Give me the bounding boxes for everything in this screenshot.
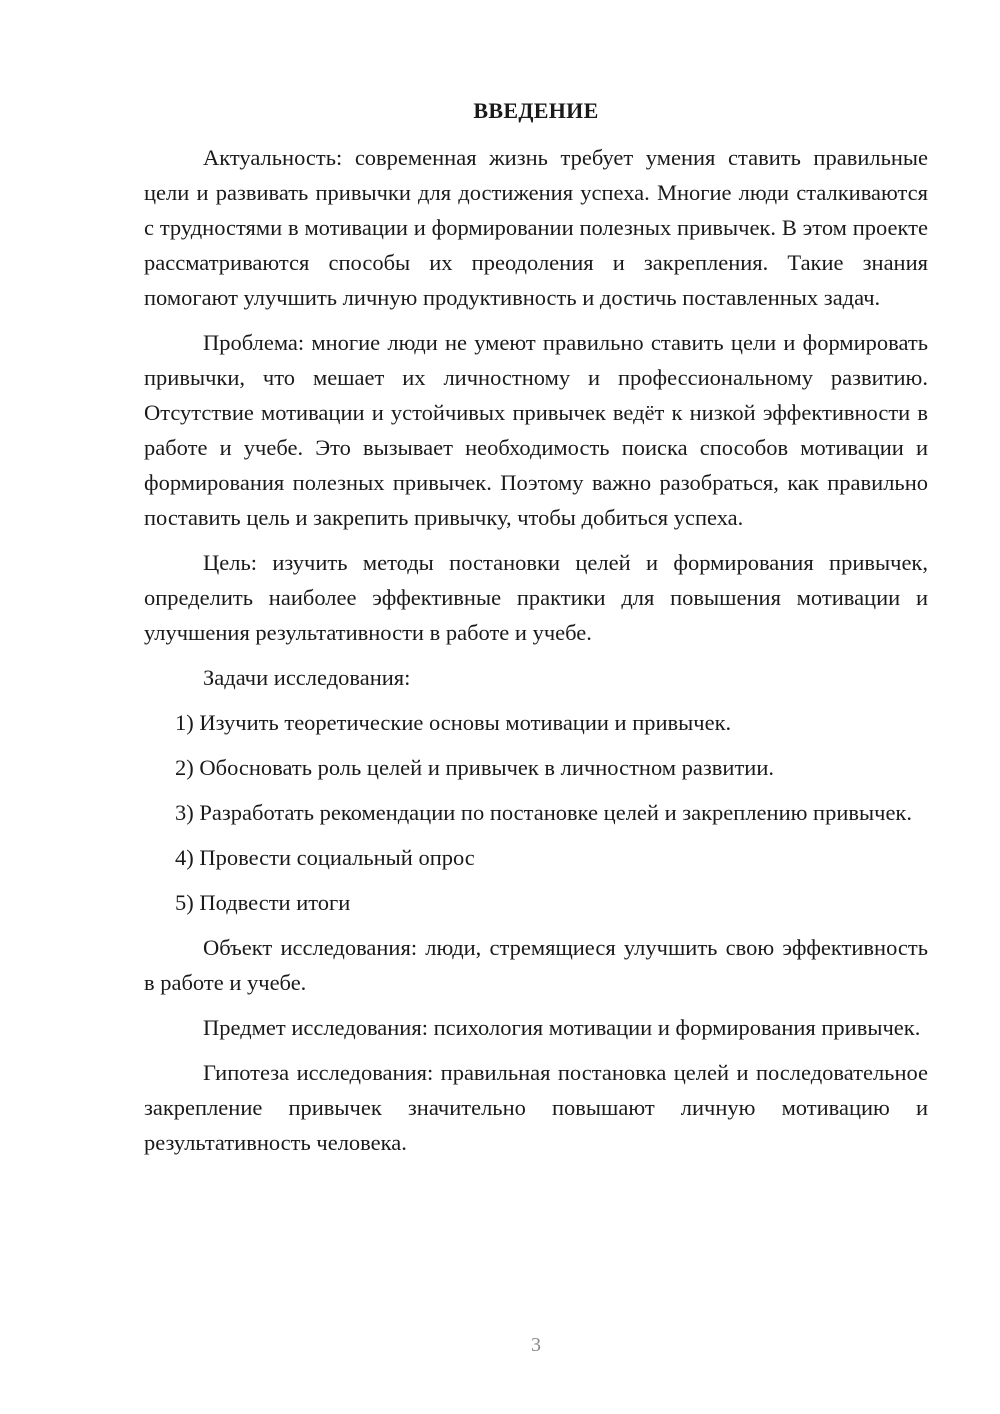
task-item-4: 4) Провести социальный опрос [175,845,475,870]
page-title: ВВЕДЕНИЕ [473,98,599,123]
paragraph-object: Объект исследования: люди, стремящиеся улучшить свою эффективность в работе и учебе. [144,935,928,995]
paragraph-subject: Предмет исследования: психология мотивации и формирования привычек. [203,1015,921,1040]
paragraph-hypothesis: Гипотеза исследования: правильная постановка целей и последовательное закрепление привычек значительно повышают личную мотивацию и результативность человека. [144,1060,928,1155]
document-page [144,96,928,1170]
page-number: 3 [531,1334,541,1356]
task-item-5: 5) Подвести итоги [175,890,351,915]
task-item-2: 2) Обосновать роль целей и привычек в личностном развитии. [175,755,774,780]
paragraph-goal: Цель: изучить методы постановки целей и формирования привычек, определить наиболее эффективные практики для повышения мотивации и улучшения результативности в работе и учебе. [144,550,928,645]
task-item-3: 3) Разработать рекомендации по постановке целей и закреплению привычек. [175,800,912,825]
paragraph-tasks-heading: Задачи исследования: [203,665,411,690]
paragraph-relevance: Актуальность: современная жизнь требует умения ставить правильные цели и развивать привычки для достижения успеха. Многие люди сталкиваются с трудностями в мотивации и формировании полезных привычек. В этом проекте рассматриваются способы их преодоления и закрепления. Такие знания помогают улучшить личную продуктивность и достичь поставленных задач. [144,145,928,310]
task-item-1: 1) Изучить теоретические основы мотивации и привычек. [175,710,732,735]
paragraph-problem: Проблема: многие люди не умеют правильно ставить цели и формировать привычки, что мешает их личностному и профессиональному развитию. Отсутствие мотивации и устойчивых привычек ведёт к низкой эффективности в работе и учебе. Это вызывает необходимость поиска способов мотивации и формирования полезных привычек. Поэтому важно разобраться, как правильно поставить цель и закрепить привычку, чтобы добиться успеха. [144,330,928,530]
